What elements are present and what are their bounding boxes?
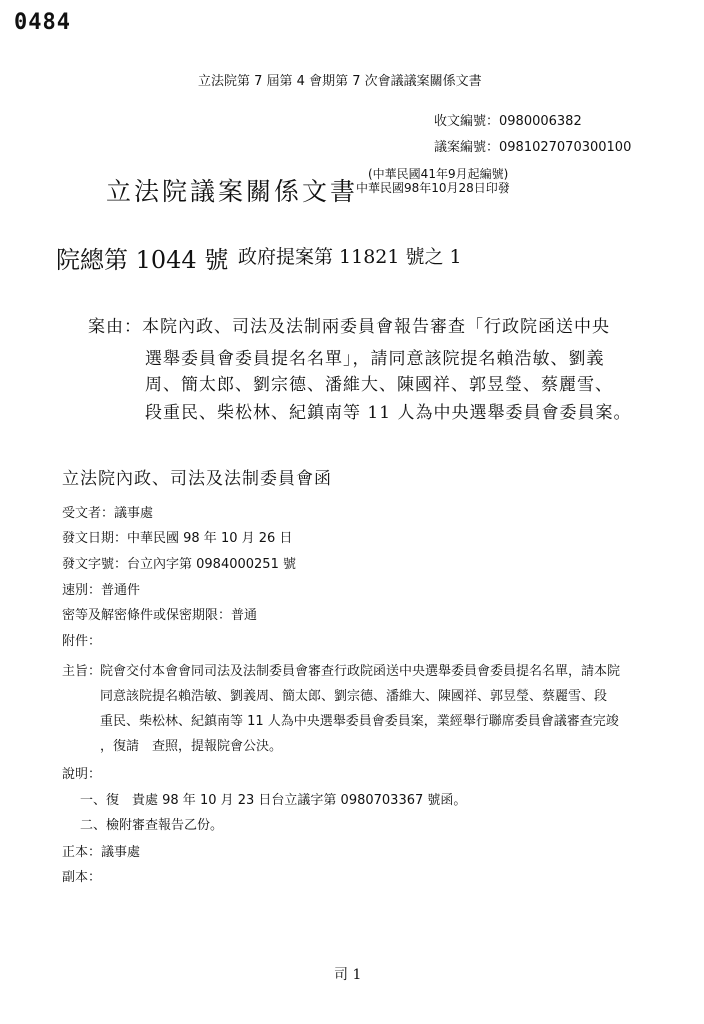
session-header: 立法院第 7 屆第 4 會期第 7 次會議議案關係文書 [198,74,482,89]
attachment-field: 附件： [62,634,102,649]
bill-number: 議案編號：0981027070300100 [434,140,632,155]
explanation-label: 說明： [62,767,102,782]
recipient-field: 受文者：議事處 [62,506,154,521]
classification-field: 密等及解密條件或保密期限：普通 [62,608,258,623]
document-title: 立法院議案關係文書 [106,177,359,206]
committee-letter-title: 立法院內政、司法及法制委員會函 [62,469,332,489]
explanation-item: 二、檢附審查報告乙份。 [80,818,224,833]
numbering-note: (中華民國41年9月起編號) [368,167,509,181]
bill-title: 院總第 1044 號 [56,246,229,274]
page-footer: 司 1 [334,967,362,983]
explanation-item: 一、復 貴處 98 年 10 月 23 日台立議字第 0980703367 號函。 [80,793,467,808]
cause-line: 選舉委員會委員提名名單」，請同意該院提名賴浩敏、劉義 [145,349,605,369]
cause-line: 段重民、柴松林、紀鎮南等 11 人為中央選舉委員會委員案。 [145,403,632,423]
copy-recipient: 副本： [62,870,102,885]
receipt-number: 收文編號：0980006382 [434,114,582,129]
government-bill-number: 政府提案第 11821 號之 1 [238,246,462,268]
page-number: 0484 [14,10,71,35]
speed-field: 速別：普通件 [62,583,141,598]
cause-line: 案由：本院內政、司法及法制兩委員會報告審查「行政院函送中央 [88,317,610,337]
subject-line: ，復請 查照，提報院會公決。 [100,739,283,754]
original-recipient: 正本：議事處 [62,845,141,860]
subject-line: 同意該院提名賴浩敏、劉義周、簡太郎、劉宗德、潘維大、陳國祥、郭昱瑩、蔡麗雪、段 [100,689,608,704]
subject-line: 院會交付本會會同司法及法制委員會審查行政院函送中央選舉委員會委員提名名單，請本院 [100,664,621,679]
subject-label: 主旨： [62,664,102,679]
print-date-note: 中華民國98年10月28日印發 [356,181,510,195]
subject-line: 重民、柴松林、紀鎮南等 11 人為中央選舉委員會委員案，業經舉行聯席委員會議審查完竣 [100,714,619,729]
reference-number-field: 發文字號：台立內字第 0984000251 號 [62,557,296,572]
issue-date-field: 發文日期：中華民國 98 年 10 月 26 日 [62,531,293,546]
cause-line: 周、簡太郎、劉宗德、潘維大、陳國祥、郭昱瑩、蔡麗雪、 [145,375,613,395]
